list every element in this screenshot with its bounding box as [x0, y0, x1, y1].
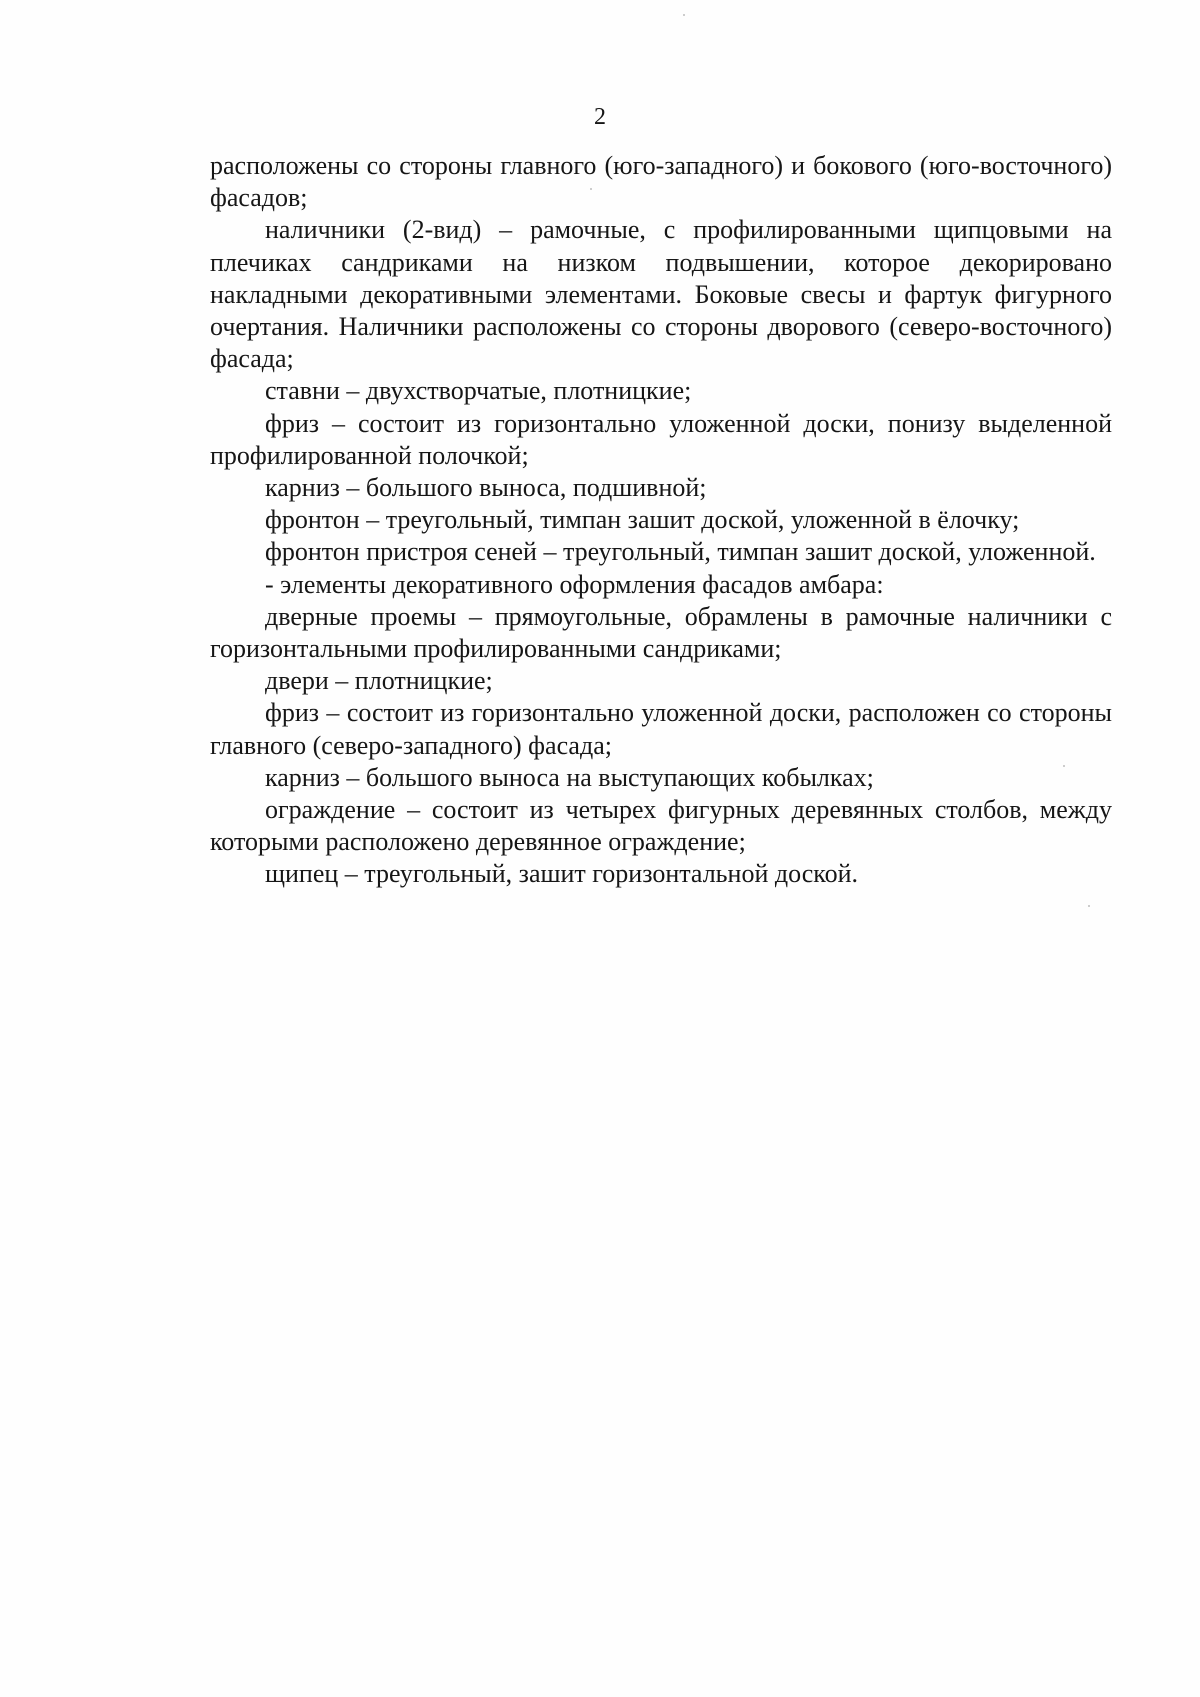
paragraph-friz-house: фриз – состоит из горизонтально уложенной доски, понизу выделенной профилированной полочкой; [210, 408, 1112, 470]
paragraph-fronton-seney: фронтон пристроя сеней – треугольный, тимпан зашит доской, уложенной. [265, 537, 1096, 567]
paragraph-ograzhdenie: ограждение – состоит из четырех фигурных деревянных столбов, между которыми расположено деревянное ограждение; [210, 795, 1112, 857]
paragraph-karniz-ambar: карниз – большого выноса на выступающих кобылках; [265, 762, 874, 792]
scan-speck [1063, 765, 1065, 767]
scan-speck [590, 188, 592, 190]
paragraph-friz-ambar: фриз – состоит из горизонтально уложенной доски, расположен со стороны главного (северо-западного) фасада; [210, 698, 1112, 760]
paragraph-ambar-heading: - элементы декоративного оформления фасадов амбара: [265, 569, 884, 599]
paragraph-stavni: ставни – двухстворчатые, плотницкие; [265, 376, 692, 406]
scan-speck [683, 14, 685, 16]
paragraph-fronton: фронтон – треугольный, тимпан зашит доской, уложенной в ёлочку; [265, 505, 1020, 535]
paragraph-dveri: двери – плотницкие; [265, 666, 493, 696]
page-number: 2 [594, 104, 606, 130]
paragraph-shchipets: щипец – треугольный, зашит горизонтальной доской. [265, 859, 858, 889]
paragraph-dvernye-proemy: дверные проемы – прямоугольные, обрамлены в рамочные наличники с горизонтальными профилированными сандриками; [210, 601, 1112, 664]
paragraph-nalichniki: наличники (2-вид) – рамочные, с профилированными щипцовыми на плечиках сандриками на низком подвышении, которое декорировано накладными декоративными элементами. Боковые свесы и фартук фигурного очертания. Наличники расположены со стороны дворового (северо-восточного) фасада; [210, 215, 1112, 374]
scan-speck [1088, 905, 1090, 907]
paragraph-karniz-house: карниз – большого выноса, подшивной; [265, 473, 707, 503]
document-body [210, 150, 1112, 891]
paragraph-continuation: расположены со стороны главного (юго-западного) и бокового (юго-восточного) фасадов; [210, 151, 1112, 213]
